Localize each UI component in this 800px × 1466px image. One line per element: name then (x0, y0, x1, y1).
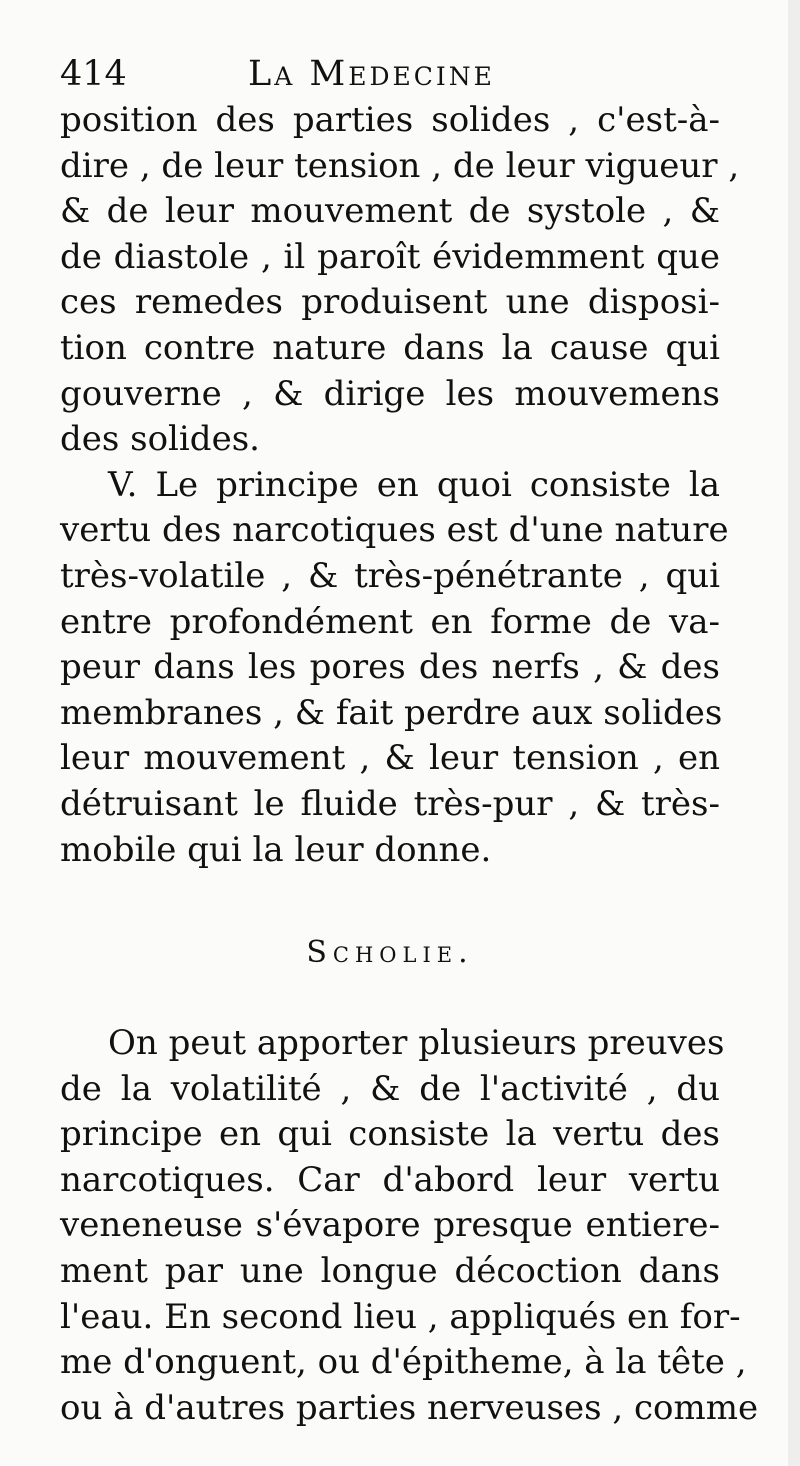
paragraph-principle-v (60, 463, 729, 873)
text-line: de diastole , il paroît évidemment que (60, 236, 720, 277)
text-line: ces remedes produisent une disposi- (60, 282, 720, 323)
text-line: position des parties solides , c'est-à- (60, 100, 720, 140)
text-line: me d'onguent, ou d'épitheme, à la tête , (60, 1342, 747, 1383)
text-block (60, 50, 759, 1431)
text-line: tion contre nature dans la cause qui (60, 327, 720, 368)
text-line: leur mouvement , & leur tension , en (60, 738, 720, 779)
page-number: 414 (60, 54, 127, 94)
section-heading: Scholie. (306, 935, 474, 971)
text-line: entre profondément en forme de va- (60, 601, 720, 642)
text-line: membranes , & fait perdre aux solides (60, 692, 723, 733)
text-line: vertu des narcotiques est d'une nature (60, 510, 729, 551)
paragraph-scholie (60, 1021, 759, 1431)
text-line: ou à d'autres parties nerveuses , comme (60, 1387, 759, 1428)
page-edge-shadow (788, 0, 800, 1466)
text-line: V. Le principe en quoi consiste la (108, 464, 720, 505)
text-line: veneneuse s'évapore presque entiere- (60, 1205, 720, 1246)
text-line: des solides. (60, 419, 260, 460)
text-line: ment par une longue décoction dans (60, 1251, 720, 1292)
running-head (60, 50, 720, 98)
text-line: principe en qui consiste la vertu des (60, 1114, 720, 1155)
text-line: très-volatile , & très-pénétrante , qui (60, 555, 720, 596)
running-title: La Medecine (248, 54, 495, 94)
text-line: & de leur mouvement de systole , & (60, 191, 720, 232)
text-line: l'eau. En second lieu , appliqués en for- (60, 1296, 741, 1337)
spacer (60, 1003, 720, 1021)
paragraph-continuation (60, 98, 740, 463)
text-line: peur dans les pores des nerfs , & des (60, 647, 720, 688)
text-line: dire , de leur tension , de leur vigueur , (60, 145, 740, 186)
text-line: mobile qui la leur donne. (60, 829, 492, 870)
text-line: On peut apporter plusieurs preuves (108, 1023, 725, 1064)
text-line: détruisant le fluide très-pur , & très- (60, 783, 720, 824)
text-line: gouverne , & dirige les mouvemens (60, 373, 720, 414)
text-line: narcotiques. Car d'abord leur vertu (60, 1159, 720, 1200)
text-line: de la volatilité , & de l'activité , du (60, 1068, 720, 1109)
